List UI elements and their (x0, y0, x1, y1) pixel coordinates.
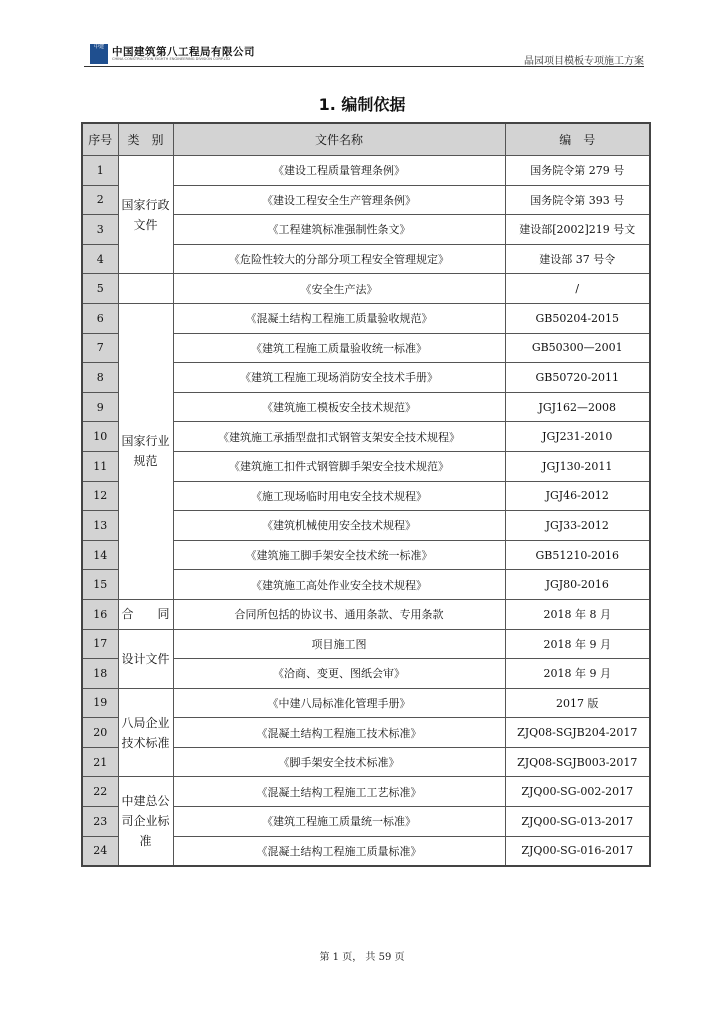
row-seq: 16 (82, 599, 118, 629)
row-seq: 22 (82, 777, 118, 807)
row-seq: 4 (82, 244, 118, 274)
row-file-name: 《脚手架安全技术标准》 (173, 747, 505, 777)
row-code: 2018 年 8 月 (505, 599, 650, 629)
row-seq: 24 (82, 836, 118, 866)
row-file-name: 项目施工图 (173, 629, 505, 659)
row-seq: 14 (82, 540, 118, 570)
category-cell: 八局企业技术标准 (118, 688, 173, 777)
row-file-name: 《工程建筑标准强制性条文》 (173, 215, 505, 245)
category-cell: 合 同 (118, 599, 173, 629)
row-seq: 10 (82, 422, 118, 452)
row-file-name: 《建设工程质量管理条例》 (173, 156, 505, 186)
row-file-name: 《混凝土结构工程施工工艺标准》 (173, 777, 505, 807)
row-seq: 9 (82, 392, 118, 422)
section-title: 1. 编制依据 (318, 95, 406, 114)
row-file-name: 《建筑施工扣件式钢管脚手架安全技术规范》 (173, 451, 505, 481)
row-file-name: 《建筑施工模板安全技术规范》 (173, 392, 505, 422)
row-seq: 17 (82, 629, 118, 659)
row-file-name: 《混凝土结构工程施工质量验收规范》 (173, 303, 505, 333)
row-file-name: 《危险性较大的分部分项工程安全管理规定》 (173, 244, 505, 274)
row-file-name: 《施工现场临时用电安全技术规程》 (173, 481, 505, 511)
row-code: / (505, 274, 650, 304)
row-seq: 8 (82, 363, 118, 393)
table-row (82, 599, 650, 629)
category-cell: 国家行政文件 (118, 156, 173, 274)
row-code: GB50204-2015 (505, 303, 650, 333)
row-code: GB51210-2016 (505, 540, 650, 570)
table-row (82, 629, 650, 659)
row-seq: 23 (82, 807, 118, 837)
row-code: JGJ162—2008 (505, 392, 650, 422)
row-code: ZJQ00-SG-013-2017 (505, 807, 650, 837)
row-code: 2018 年 9 月 (505, 629, 650, 659)
row-code: 2017 版 (505, 688, 650, 718)
row-seq: 11 (82, 451, 118, 481)
row-code: JGJ130-2011 (505, 451, 650, 481)
row-file-name: 《建设工程安全生产管理条例》 (173, 185, 505, 215)
page-header (84, 40, 644, 67)
row-file-name: 《建筑机械使用安全技术规程》 (173, 511, 505, 541)
row-code: JGJ80-2016 (505, 570, 650, 600)
row-seq: 12 (82, 481, 118, 511)
header-code: 编 号 (505, 123, 650, 156)
category-cell: 设计文件 (118, 629, 173, 688)
row-code: 2018 年 9 月 (505, 659, 650, 689)
row-file-name: 合同所包括的协议书、通用条款、专用条款 (173, 599, 505, 629)
row-seq: 18 (82, 659, 118, 689)
row-file-name: 《中建八局标准化管理手册》 (173, 688, 505, 718)
row-code: 国务院令第 279 号 (505, 156, 650, 186)
company-logo: 中建 (90, 44, 108, 64)
header-seq: 序号 (82, 123, 118, 156)
row-seq: 21 (82, 747, 118, 777)
row-code: 建设部 37 号令 (505, 244, 650, 274)
category-cell: 中建总公司企业标准 (118, 777, 173, 866)
row-seq: 13 (82, 511, 118, 541)
row-code: GB50300—2001 (505, 333, 650, 363)
row-code: GB50720-2011 (505, 363, 650, 393)
table-row (82, 688, 650, 718)
row-seq: 1 (82, 156, 118, 186)
row-file-name: 《混凝土结构工程施工技术标准》 (173, 718, 505, 748)
row-seq: 7 (82, 333, 118, 363)
row-seq: 2 (82, 185, 118, 215)
row-code: JGJ46-2012 (505, 481, 650, 511)
row-file-name: 《建筑施工承插型盘扣式钢管支架安全技术规程》 (173, 422, 505, 452)
table-header-row (82, 123, 650, 156)
document-title: 晶园项目模板专项施工方案 (524, 56, 644, 67)
header-category: 类 别 (118, 123, 173, 156)
table-row (82, 156, 650, 186)
row-seq: 5 (82, 274, 118, 304)
category-cell-empty (118, 274, 173, 304)
category-cell: 国家行业规范 (118, 303, 173, 599)
row-seq: 3 (82, 215, 118, 245)
table-row (82, 274, 650, 304)
row-file-name: 《洽商、变更、图纸会审》 (173, 659, 505, 689)
company-name-en: CHINA CONSTRUCTION EIGHTH ENGINEERING DIVISION CORP.LTD (112, 57, 231, 61)
row-seq: 6 (82, 303, 118, 333)
row-file-name: 《建筑工程施工现场消防安全技术手册》 (173, 363, 505, 393)
row-code: ZJQ08-SGJB003-2017 (505, 747, 650, 777)
row-seq: 19 (82, 688, 118, 718)
row-file-name: 《建筑工程施工质量验收统一标准》 (173, 333, 505, 363)
row-code: 建设部[2002]219 号文 (505, 215, 650, 245)
company-name: 中国建筑第八工程局有限公司 (112, 46, 255, 58)
row-seq: 20 (82, 718, 118, 748)
row-seq: 15 (82, 570, 118, 600)
row-code: ZJQ08-SGJB204-2017 (505, 718, 650, 748)
row-file-name: 《建筑施工脚手架安全技术统一标准》 (173, 540, 505, 570)
row-code: 国务院令第 393 号 (505, 185, 650, 215)
row-file-name: 《建筑施工高处作业安全技术规程》 (173, 570, 505, 600)
row-code: JGJ33-2012 (505, 511, 650, 541)
row-file-name: 《混凝土结构工程施工质量标准》 (173, 836, 505, 866)
header-file-name: 文件名称 (173, 123, 505, 156)
row-code: JGJ231-2010 (505, 422, 650, 452)
row-code: ZJQ00-SG-002-2017 (505, 777, 650, 807)
row-code: ZJQ00-SG-016-2017 (505, 836, 650, 866)
table-row (82, 777, 650, 807)
table-row (82, 303, 650, 333)
row-file-name: 《安全生产法》 (173, 274, 505, 304)
row-file-name: 《建筑工程施工质量统一标准》 (173, 807, 505, 837)
page-footer: 第 1 页， 共 59 页 (319, 952, 405, 963)
basis-table (81, 122, 651, 867)
